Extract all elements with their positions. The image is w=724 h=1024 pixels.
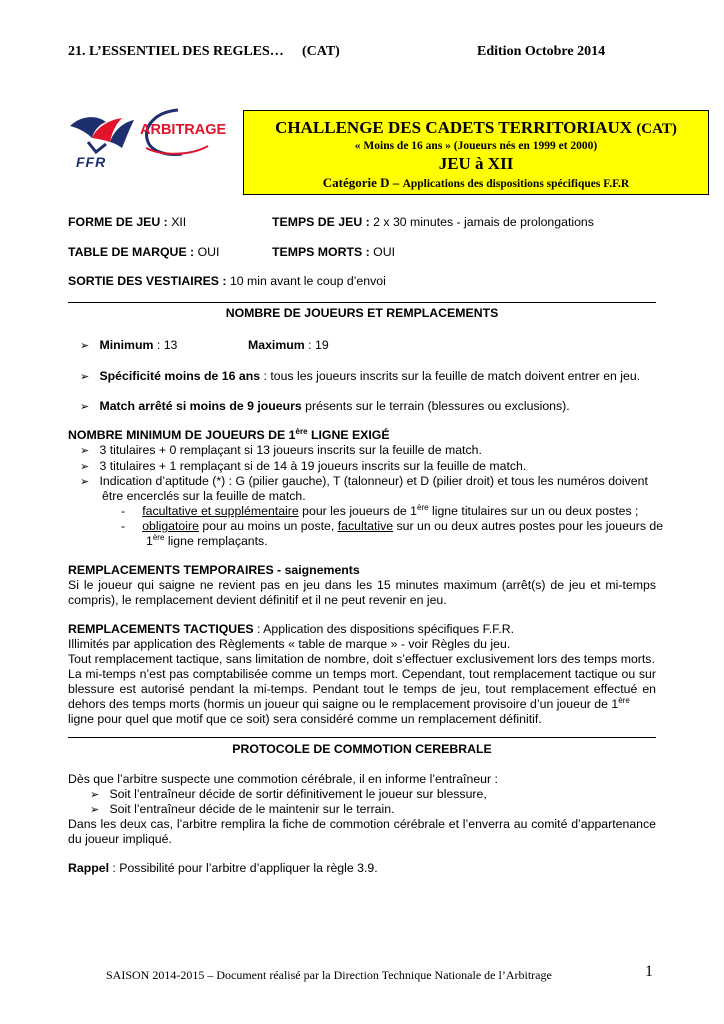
spec-text: : tous les joueurs inscrits sur la feuille de match doivent entrer en jeu. [263, 369, 641, 383]
arrow-bullet-icon: ➢ [80, 340, 90, 352]
list-item [80, 443, 482, 459]
temporaires-heading: REMPLACEMENTS TEMPORAIRES - saignements [68, 563, 360, 577]
tactiques-line: ligne pour quel que motif que ce soit) sera considéré comme un remplacement définitif. [68, 712, 542, 726]
tactiques-line [68, 697, 630, 712]
footer-text: SAISON 2014-2015 – Document réalisé par la Direction Technique Nationale de l’Arbitrage [106, 968, 552, 982]
list-item [90, 787, 487, 803]
header-category-code: (CAT) [302, 44, 340, 59]
sub-sup: ère [152, 532, 165, 542]
title-main: CHALLENGE DES CADETS TERRITORIAUX [275, 118, 633, 137]
title-category-rest: Applications des dispositions spécifiques F.F.R [402, 178, 630, 190]
tactiques-line: Tout remplacement tactique, sans limitation de nombre, doit s’effectuer exclusivement lors des temps morts. [68, 652, 655, 666]
arbitrage-logo-text: ARBITRAGE [140, 122, 227, 138]
arret-label: Match arrêté si moins de 9 joueurs [99, 399, 302, 413]
minimum-line [80, 338, 177, 354]
item-text: Soit l’entraîneur décide de sortir définitivement le joueur sur blessure, [109, 787, 487, 801]
sub-text: pour les joueurs de 1 [302, 504, 418, 518]
rappel-text: : Possibilité pour l’arbitre d’appliquer la règle 3.9. [112, 861, 378, 875]
list-item [80, 474, 648, 490]
title-box [243, 110, 709, 195]
temps-morts [272, 245, 395, 260]
sub-underlined: obligatoire [142, 519, 199, 533]
morts-label: TEMPS MORTS : [272, 245, 370, 259]
sortie-vestiaires [68, 274, 386, 289]
arret-line [80, 399, 570, 415]
sortie-value: 10 min avant le coup d’envoi [229, 274, 386, 288]
min-value: : 13 [156, 338, 178, 352]
rappel-label: Rappel [68, 861, 109, 875]
tactiques-label: REMPLACEMENTS TACTIQUES [68, 622, 254, 636]
tactiques-text: dehors des temps morts (hormis un joueur qui saigne ou le remplacement provisoire d’un joueur de 1 [68, 697, 619, 711]
sub-underlined: facultative [337, 519, 394, 533]
sub-text: 1 [146, 534, 153, 548]
forme-label: FORME DE JEU : [68, 215, 168, 229]
min-label: Minimum [99, 338, 154, 352]
header-edition: Edition Octobre 2014 [477, 44, 606, 59]
specificite-line [80, 369, 640, 385]
spec-label: Spécificité moins de 16 ans [99, 369, 261, 383]
tactiques-heading-rest: : Application des dispositions spécifiques F.F.R. [257, 622, 515, 636]
max-value: : 19 [308, 338, 329, 352]
tactiques-heading [68, 622, 514, 637]
tactiques-line: blessure est autorisé pendant la mi-temps. Pendant tout le temps de jeu, tout remplacement effectué en [68, 682, 656, 696]
item-text: Indication d’aptitude (*) : G (pilier gauche), T (talonneur) et D (pilier droit) et tous les numéros doivent [99, 474, 648, 488]
sub-underlined: facultative et supplémentaire [142, 504, 299, 518]
commotion-line: du joueur impliqué. [68, 832, 172, 846]
forme-value: XII [171, 215, 187, 229]
sub-text: sur un ou deux autres postes pour les joueurs de [396, 519, 664, 533]
sub-text: pour au moins un poste, [202, 519, 335, 533]
title-code: (CAT) [636, 121, 677, 137]
item-text: 3 titulaires + 1 remplaçant si de 14 à 19 joueurs inscrits sur la feuille de match. [99, 459, 527, 473]
arrow-bullet-icon: ➢ [90, 789, 100, 801]
sortie-label: SORTIE DES VESTIAIRES : [68, 274, 227, 288]
commotion-line: Dans les deux cas, l’arbitre remplira la fiche de commotion cérébrale et l’enverra au comité d’appartenance [68, 817, 656, 831]
arrow-bullet-icon: ➢ [80, 476, 90, 488]
temps-label: TEMPS DE JEU : [272, 215, 370, 229]
temporaires-line: Si le joueur qui saigne ne revient pas en jeu dans les 15 minutes maximum (arrêt(s) de jeu et mi-temps [68, 578, 656, 592]
maximum-line [248, 338, 329, 353]
arret-text: présents sur le terrain (blessures ou exclusions). [305, 399, 570, 413]
rappel-line [68, 861, 378, 876]
title-game: JEU à XII [438, 154, 514, 173]
heading-sup: ère [295, 426, 308, 436]
tactiques-sup: ère [618, 695, 630, 705]
arrow-bullet-icon: ➢ [80, 445, 90, 457]
header-doc-ref: 21. L’ESSENTIEL DES REGLES… [68, 44, 284, 59]
tactiques-line: Illimités par application des Règlements « table de marque » - voir Règles du jeu. [68, 637, 511, 651]
sub-sup: ère [417, 502, 429, 512]
forme-de-jeu [68, 215, 186, 230]
item-text: Soit l’entraîneur décide de le maintenir sur le terrain. [109, 802, 395, 816]
heading-part: NOMBRE MINIMUM DE JOUEURS DE 1 [68, 428, 296, 442]
list-item [90, 802, 395, 818]
joueurs-heading: NOMBRE DE JOUEURS ET REMPLACEMENTS [225, 306, 499, 320]
table-de-marque [68, 245, 219, 260]
temporaires-line: compris), le remplacement devient définitif et il ne peut revenir en jeu. [68, 593, 447, 607]
sub-text: ligne remplaçants. [167, 534, 268, 548]
sub-item-continuation [146, 534, 268, 549]
sub-text: ligne titulaires sur un ou deux postes ; [432, 504, 639, 518]
commotion-heading: PROTOCOLE DE COMMOTION CEREBRALE [232, 742, 492, 756]
list-item [80, 459, 526, 475]
item-text: 3 titulaires + 0 remplaçant si 13 joueurs inscrits sur la feuille de match. [99, 443, 482, 457]
arrow-bullet-icon: ➢ [90, 804, 100, 816]
list-item-continuation: être encerclés sur la feuille de match. [102, 489, 306, 503]
table-value: OUI [197, 245, 220, 259]
commotion-intro: Dès que l’arbitre suspecte une commotion cérébrale, il en informe l’entraîneur : [68, 772, 498, 786]
heading-part: LIGNE EXIGÉ [310, 428, 390, 442]
sub-item: - facultative et supplémentaire pour les joueurs de 1ère ligne titulaires sur un ou deux postes ; [121, 502, 639, 518]
tactiques-line: La mi-temps n’est pas comptabilisée comme un temps mort. Cependant, tout remplacement tactique ou sur [68, 667, 656, 681]
page-number: 1 [645, 963, 653, 980]
divider [68, 302, 656, 303]
title-category-bold: Catégorie D – [322, 175, 400, 190]
morts-value: OUI [373, 245, 395, 259]
table-label: TABLE DE MARQUE : [68, 245, 195, 259]
temps-value: 2 x 30 minutes - jamais de prolongations [373, 215, 594, 229]
temps-de-jeu [272, 215, 594, 230]
arrow-bullet-icon: ➢ [80, 371, 90, 383]
arrow-bullet-icon: ➢ [80, 401, 90, 413]
divider [68, 737, 656, 738]
arrow-bullet-icon: ➢ [80, 461, 90, 473]
max-label: Maximum [248, 338, 305, 352]
sub-item: - obligatoire pour au moins un poste, facultative sur un ou deux autres postes pour les joueurs de [121, 519, 664, 533]
ffr-logo-text: FFR [76, 154, 107, 170]
ffr-logo [66, 108, 138, 170]
arbitrage-logo [138, 108, 226, 160]
premiere-ligne-heading [68, 428, 390, 443]
title-subtitle: « Moins de 16 ans » (Joueurs nés en 1999 et 2000) [354, 140, 598, 152]
